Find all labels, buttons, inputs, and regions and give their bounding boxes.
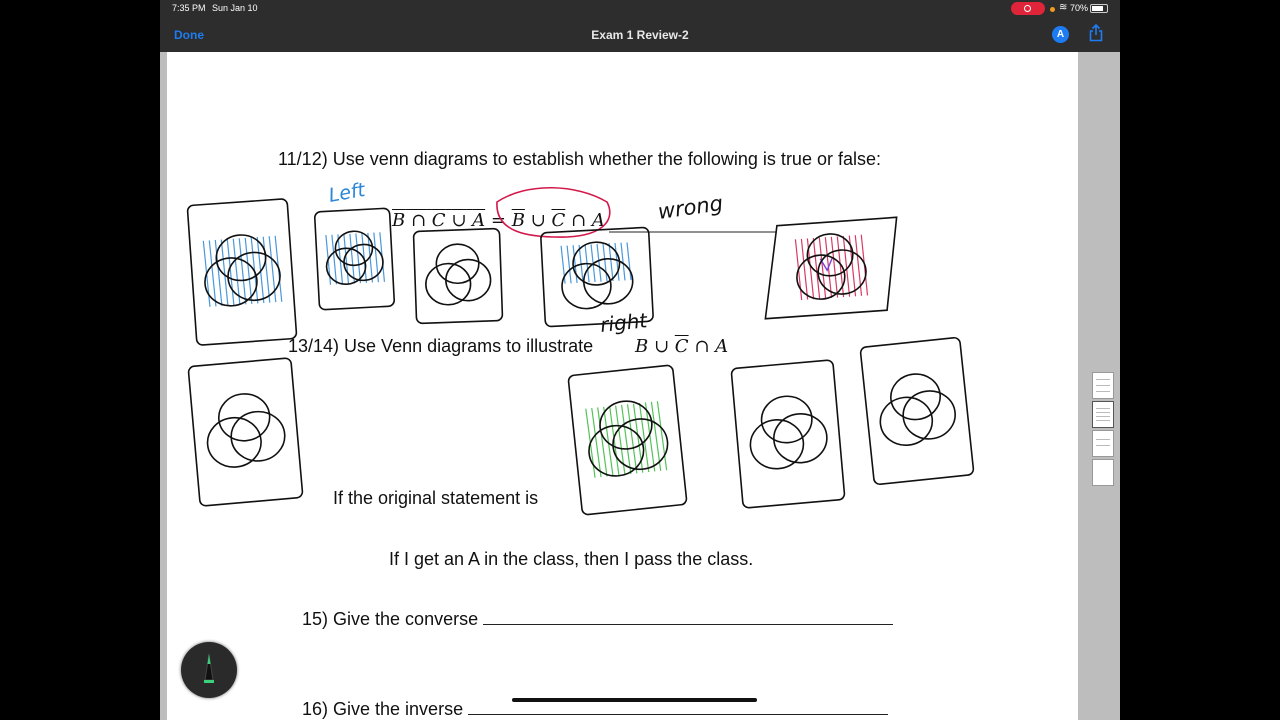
pdf-page <box>167 52 1078 720</box>
venn-diagram-sketch <box>187 199 297 346</box>
venn-diagram-sketch <box>314 208 394 310</box>
conditional-statement: If I get an A in the class, then I pass the class. <box>389 549 754 569</box>
battery-icon <box>1090 4 1108 13</box>
screen-recording-icon[interactable] <box>1011 2 1045 15</box>
page-thumbnail-4[interactable] <box>1092 459 1114 486</box>
equals-sign: = <box>490 210 506 231</box>
venn-diagram-sketch <box>188 358 303 506</box>
handwritten-right: right <box>599 308 649 337</box>
battery-percent: 70% <box>1070 3 1089 13</box>
document-title: Exam 1 Review-2 <box>591 28 689 42</box>
question-11-12: 11/12) Use venn diagrams to establish whether the following is true or false: <box>278 149 881 169</box>
venn-diagram-sketch <box>759 217 903 318</box>
done-button[interactable]: Done <box>174 28 204 42</box>
status-time: 7:35 PM <box>172 3 206 13</box>
wifi-icon: ≋ <box>1059 2 1068 13</box>
handwritten-left: Left <box>327 178 367 207</box>
venn-diagram-sketch <box>860 337 974 485</box>
markup-icon[interactable]: A <box>1052 26 1069 43</box>
question-13-14: 13/14) Use Venn diagrams to illustrate <box>288 336 594 356</box>
page-thumbnail-1[interactable] <box>1092 372 1114 399</box>
venn-diagram-sketch <box>731 360 845 508</box>
left-expression: B ∩ C ∪ $A = \overline{B}$ ∪ $\overline{C}$ ∩ A <box>392 210 605 231</box>
question-15: 15) Give the converse <box>302 609 893 630</box>
ipad-screen <box>160 0 1120 720</box>
venn-diagram-sketch <box>568 365 687 515</box>
handwritten-wrong: wrong <box>656 191 725 224</box>
status-date: Sun Jan 10 <box>212 3 258 13</box>
original-statement-label: If the original statement is <box>333 488 539 508</box>
question-16: 16) Give the inverse <box>302 699 888 720</box>
share-icon[interactable] <box>1089 24 1103 47</box>
pencil-tool-icon[interactable] <box>181 642 237 698</box>
handwritten-annotations <box>167 52 1078 720</box>
venn-diagram-sketch <box>413 229 502 324</box>
mic-indicator-icon <box>1050 7 1055 12</box>
page-thumbnail-3[interactable] <box>1092 430 1114 457</box>
toolbar <box>160 18 1120 52</box>
page-thumbnails[interactable] <box>1092 372 1116 488</box>
expression-13: B ∪ $\overline{C}$ ∩ A <box>635 336 729 357</box>
drawn-underline <box>512 698 757 702</box>
page-thumbnail-2[interactable] <box>1092 401 1114 428</box>
status-bar <box>160 0 1120 18</box>
